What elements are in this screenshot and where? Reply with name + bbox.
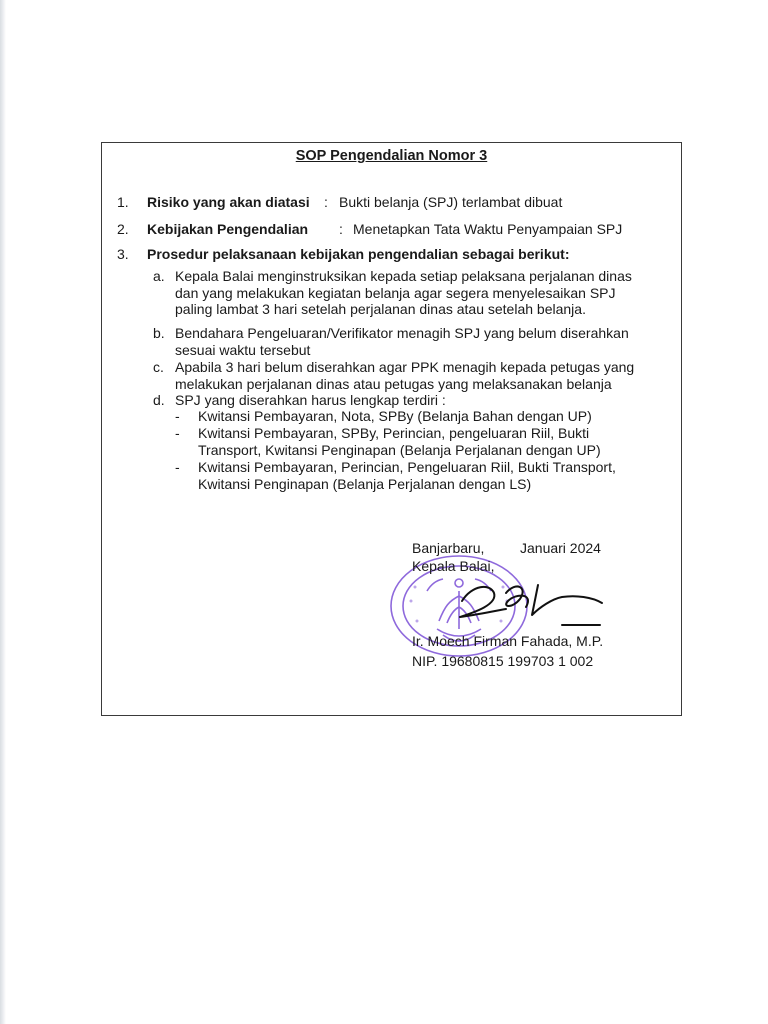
document-1-dash: - <box>175 408 180 424</box>
procedure-a-line: Kepala Balai menginstruksikan kepada setiap pelaksana perjalanan dinas <box>175 268 632 284</box>
signature-date: Januari 2024 <box>520 540 601 556</box>
procedure-b-text <box>175 325 677 358</box>
document-3-text <box>198 459 678 492</box>
item-1-value: Bukti belanja (SPJ) terlambat dibuat <box>339 194 563 210</box>
document-1-line: Kwitansi Pembayaran, Nota, SPBy (Belanja Bahan dengan UP) <box>198 408 592 424</box>
item-2-number: 2. <box>117 221 129 237</box>
procedure-a-line: paling lambat 3 hari setelah perjalanan dinas atau setelah belanja. <box>175 301 586 317</box>
document-3-dash: - <box>175 459 180 475</box>
document-2-line: Transport, Kwitansi Penginapan (Belanja Perjalanan dengan UP) <box>198 441 601 458</box>
item-2-value: Menetapkan Tata Waktu Penyampaian SPJ <box>353 221 623 237</box>
procedure-b-letter: b. <box>153 325 165 341</box>
procedure-a-text <box>175 268 677 318</box>
document-title: SOP Pengendalian Nomor 3 <box>295 148 488 164</box>
sop-document-box <box>101 142 682 716</box>
signature-position: Kepala Balai, <box>412 558 495 574</box>
item-3-label: Prosedur pelaksanaan kebijakan pengendalian sebagai berikut: <box>147 246 570 262</box>
item-1-number: 1. <box>117 194 129 210</box>
scan-edge <box>0 0 6 1024</box>
document-1-text <box>198 408 678 425</box>
signatory-nip: NIP. 19680815 199703 1 002 <box>412 653 594 669</box>
signatory-name: Ir. Moech Firman Fahada, M.P. <box>412 633 604 649</box>
procedure-d-text <box>175 392 677 409</box>
procedure-d-letter: d. <box>153 392 165 408</box>
document-3-line: Kwitansi Pembayaran, Perincian, Pengeluaran Riil, Bukti Transport, <box>198 459 616 475</box>
document-3-line: Kwitansi Penginapan (Belanja Perjalanan dengan LS) <box>198 475 532 492</box>
item-2-label: Kebijakan Pengendalian <box>147 221 309 237</box>
document-2-text <box>198 425 678 458</box>
procedure-b-line: sesuai waktu tersebut <box>175 341 311 358</box>
signature-place: Banjarbaru, <box>412 540 485 556</box>
procedure-a-letter: a. <box>153 268 165 284</box>
document-2-dash: - <box>175 425 180 441</box>
item-3-number: 3. <box>117 246 129 262</box>
procedure-a-line: dan yang melakukan kegiatan belanja agar segera menyelesaikan SPJ <box>175 284 616 301</box>
document-2-line: Kwitansi Pembayaran, SPBy, Perincian, pengeluaran Riil, Bukti <box>198 425 590 441</box>
procedure-c-letter: c. <box>153 359 164 375</box>
item-1-separator: : <box>324 194 328 210</box>
procedure-b-line: Bendahara Pengeluaran/Verifikator menagih SPJ yang belum diserahkan <box>175 325 629 341</box>
procedure-c-text <box>175 359 677 392</box>
procedure-c-line: melakukan perjalanan dinas atau petugas yang melaksanakan belanja <box>175 375 612 392</box>
procedure-d-line: SPJ yang diserahkan harus lengkap terdiri : <box>175 392 446 408</box>
handwritten-signature-icon <box>442 563 612 633</box>
item-2-separator: : <box>339 221 343 237</box>
procedure-c-line: Apabila 3 hari belum diserahkan agar PPK menagih kepada petugas yang <box>175 359 635 375</box>
item-1-label: Risiko yang akan diatasi <box>147 194 310 210</box>
